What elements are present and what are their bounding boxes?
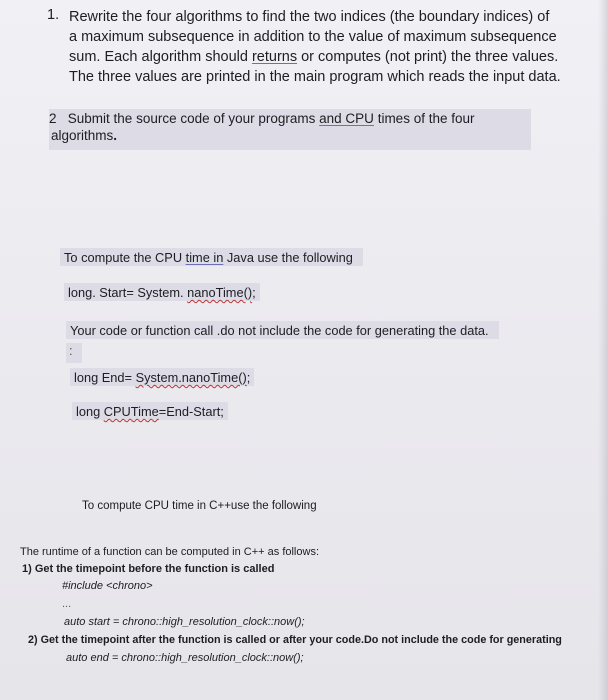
line-text: To compute the CPU [64,250,186,265]
java-heading [60,250,363,265]
java-end-line [70,370,254,385]
question-1-line-1: Rewrite the four algorithms to find the two indices (the boundary indices) of [69,9,550,25]
question-1-text [69,7,599,87]
line-text: Java use the following [223,250,353,265]
line-text: or computes (not print) the three values. [297,49,559,65]
time-in-underlined: time in [185,250,224,265]
line-text: =End-Start; [158,404,224,419]
java-cputime-bg [72,402,228,420]
and-cpu-underlined: and CPU [319,111,374,126]
line-text: Submit the source code of your programs [67,111,320,126]
question-1-line-3 [69,47,599,67]
system-nanotime-underlined: System.nanoTime() [135,370,247,385]
colon-mark: : [69,343,73,358]
question-2-number: 2 [49,111,57,126]
line-text: long. Start= System. [68,285,188,300]
line-text: long End= [74,370,136,385]
java-heading-bg [60,248,363,266]
cpp-heading: To compute CPU time in C++use the following [82,500,317,512]
cpp-auto-start: auto start = chrono::high_resolution_clock::now(); [64,616,305,628]
java-note-bg [66,321,499,339]
question-2-line-1 [49,111,474,126]
java-cputime-line [72,404,228,419]
line-text: algorithms [51,128,114,143]
question-1-number: 1. [47,7,60,23]
line-text: ; [252,285,256,300]
java-colon-box [66,343,82,363]
nanotime-underlined: nanoTime() [187,285,253,300]
java-start-line [64,285,260,300]
cpp-ellipsis: ... [62,598,72,610]
cpp-step-2: 2) Get the timepoint after the function is called or after your code.Do not include the code for generating [28,634,562,646]
period: . [113,128,118,143]
java-end-bg [70,368,254,386]
cpp-intro: The runtime of a function can be computed in C++ as follows: [20,546,319,558]
line-text: long [76,404,104,419]
java-note-line [66,323,499,338]
question-1-line-4: The three values are printed in the main program which reads the input data. [69,69,561,85]
cpp-include: #include <chrono> [62,580,153,592]
line-text: times of the four [373,111,475,126]
java-start-bg [64,283,260,301]
cpp-auto-end: auto end = chrono::high_resolution_clock::now(); [66,652,304,664]
line-text: ; [246,370,251,385]
cputime-underlined: CPUTime [103,404,159,419]
page-edge-shadow [598,0,608,700]
question-2-line-2 [51,128,117,143]
line-text: sum. Each algorithm should [69,49,252,65]
question-1-line-2: a maximum subsequence in addition to the value of maximum subsequence [69,29,557,45]
line-text: Your code or function call .do not include the code for generating the data. [70,323,489,338]
cpp-step-1: 1) Get the timepoint before the function is called [22,563,275,575]
returns-underlined: returns [251,49,298,65]
